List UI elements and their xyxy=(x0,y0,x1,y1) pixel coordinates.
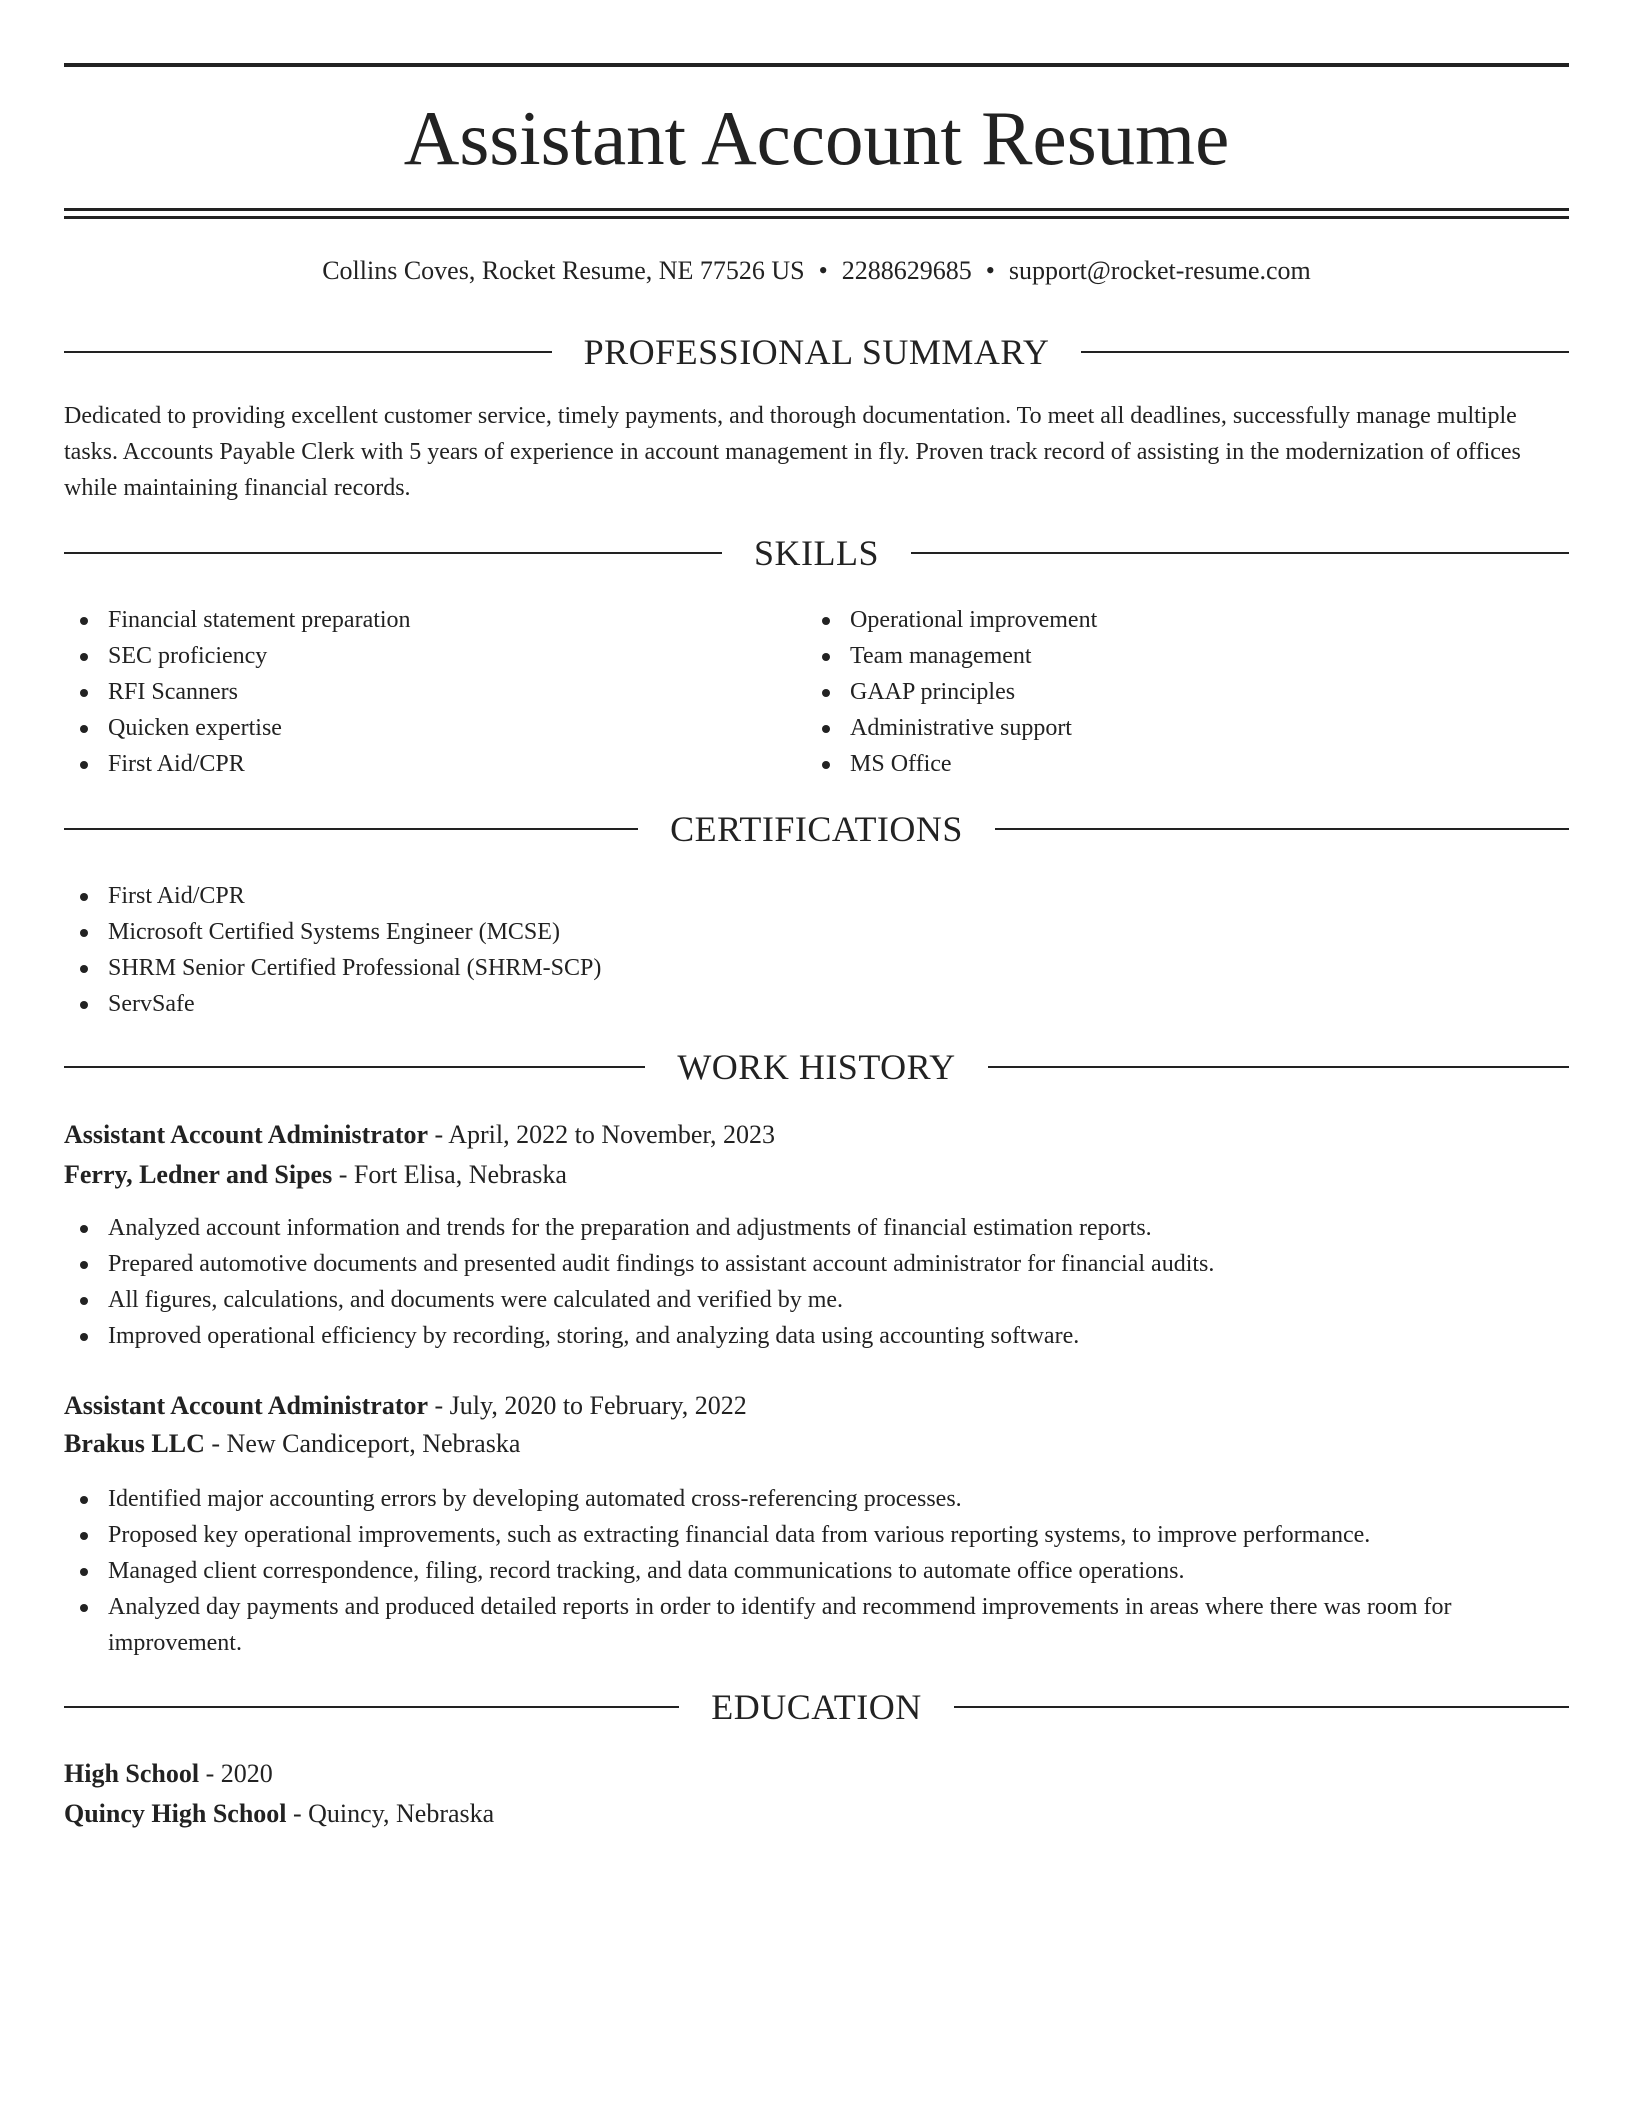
job-dates: - April, 2022 to November, 2023 xyxy=(428,1120,776,1149)
skill-item: MS Office xyxy=(806,746,1506,782)
section-header-certifications xyxy=(64,807,1569,851)
skill-item: Team management xyxy=(806,638,1506,674)
divider-line xyxy=(954,1706,1569,1708)
job-duty-item: Analyzed day payments and produced detailed reports in order to identify and recommend improvements in areas where there was room for improvement. xyxy=(64,1589,1564,1661)
section-title-certifications: CERTIFICATIONS xyxy=(670,809,963,849)
job-company-line xyxy=(64,1158,567,1192)
contact-separator: • xyxy=(818,256,828,285)
education-degree-line xyxy=(64,1757,273,1791)
divider-line xyxy=(64,1066,645,1068)
job-duty-item: Analyzed account information and trends for the preparation and adjustments of financial estimation reports. xyxy=(64,1210,1564,1246)
section-title-education: EDUCATION xyxy=(711,1687,922,1727)
education-school: Quincy High School xyxy=(64,1799,287,1828)
job-company: Ferry, Ledner and Sipes xyxy=(64,1160,333,1189)
job-duty-item: Managed client correspondence, filing, record tracking, and data communications to automate office operations. xyxy=(64,1553,1564,1589)
section-title-summary: PROFESSIONAL SUMMARY xyxy=(583,332,1050,372)
certification-item: SHRM Senior Certified Professional (SHRM-SCP) xyxy=(64,950,1464,986)
divider-line xyxy=(1081,351,1569,353)
job-duty-item: Proposed key operational improvements, such as extracting financial data from various reporting systems, to improve performance. xyxy=(64,1517,1564,1553)
job-duty-item: Improved operational efficiency by recording, storing, and analyzing data using accounting software. xyxy=(64,1318,1564,1354)
contact-phone: 2288629685 xyxy=(841,256,972,285)
skill-item: Administrative support xyxy=(806,710,1506,746)
title-rule-upper xyxy=(64,208,1569,211)
job-location: - Fort Elisa, Nebraska xyxy=(332,1160,567,1189)
job-title-line xyxy=(64,1118,775,1152)
job-duties-list xyxy=(64,1210,1564,1354)
job-company-line xyxy=(64,1427,520,1461)
job-duties-list xyxy=(64,1481,1564,1661)
education-school-line xyxy=(64,1797,494,1831)
education-location: - Quincy, Nebraska xyxy=(286,1799,495,1828)
divider-line xyxy=(64,552,722,554)
section-header-work-history xyxy=(64,1045,1569,1089)
job-title: Assistant Account Administrator xyxy=(64,1391,429,1420)
skill-item: GAAP principles xyxy=(806,674,1506,710)
job-title: Assistant Account Administrator xyxy=(64,1120,429,1149)
divider-line xyxy=(911,552,1569,554)
contact-line xyxy=(64,254,1569,288)
section-header-skills xyxy=(64,531,1569,575)
skills-list-right xyxy=(806,602,1506,782)
certifications-list xyxy=(64,878,1464,1022)
job-duty-item: Identified major accounting errors by developing automated cross-referencing processes. xyxy=(64,1481,1564,1517)
job-location: - New Candiceport, Nebraska xyxy=(204,1429,521,1458)
section-title-skills: SKILLS xyxy=(754,533,880,573)
skill-item: First Aid/CPR xyxy=(64,746,764,782)
education-year: - 2020 xyxy=(199,1759,273,1788)
section-header-summary xyxy=(64,330,1569,374)
job-company: Brakus LLC xyxy=(64,1429,205,1458)
skill-item: Operational improvement xyxy=(806,602,1506,638)
skill-item: Financial statement preparation xyxy=(64,602,764,638)
divider-line xyxy=(995,828,1569,830)
section-header-education xyxy=(64,1685,1569,1729)
certification-item: First Aid/CPR xyxy=(64,878,1464,914)
resume-title: Assistant Account Resume xyxy=(403,95,1230,181)
skills-list-left xyxy=(64,602,764,782)
skill-item: RFI Scanners xyxy=(64,674,764,710)
skill-item: Quicken expertise xyxy=(64,710,764,746)
divider-line xyxy=(64,1706,679,1708)
job-dates: - July, 2020 to February, 2022 xyxy=(428,1391,747,1420)
divider-line xyxy=(988,1066,1569,1068)
certification-item: Microsoft Certified Systems Engineer (MCSE) xyxy=(64,914,1464,950)
job-duty-item: All figures, calculations, and documents were calculated and verified by me. xyxy=(64,1282,1564,1318)
contact-address: Collins Coves, Rocket Resume, NE 77526 US xyxy=(322,256,805,285)
divider-line xyxy=(64,828,638,830)
contact-email: support@rocket-resume.com xyxy=(1008,256,1311,285)
job-duty-item: Prepared automotive documents and presented audit findings to assistant account administrator for financial audits. xyxy=(64,1246,1564,1282)
skill-item: SEC proficiency xyxy=(64,638,764,674)
title-rule-lower xyxy=(64,216,1569,219)
section-title-work-history: WORK HISTORY xyxy=(677,1047,956,1087)
job-title-line xyxy=(64,1389,747,1423)
education-degree: High School xyxy=(64,1759,200,1788)
certification-item: ServSafe xyxy=(64,986,1464,1022)
divider-line xyxy=(64,351,552,353)
summary-text: Dedicated to providing excellent customer service, timely payments, and thorough documentation. To meet all deadlines, successfully manage multiple tasks. Accounts Payable Clerk with 5 years of experience in account management in fly. Proven track record of assisting in the modernization of offices while maintaining financial records. xyxy=(64,403,1521,501)
top-rule xyxy=(64,63,1569,67)
contact-separator: • xyxy=(985,256,995,285)
